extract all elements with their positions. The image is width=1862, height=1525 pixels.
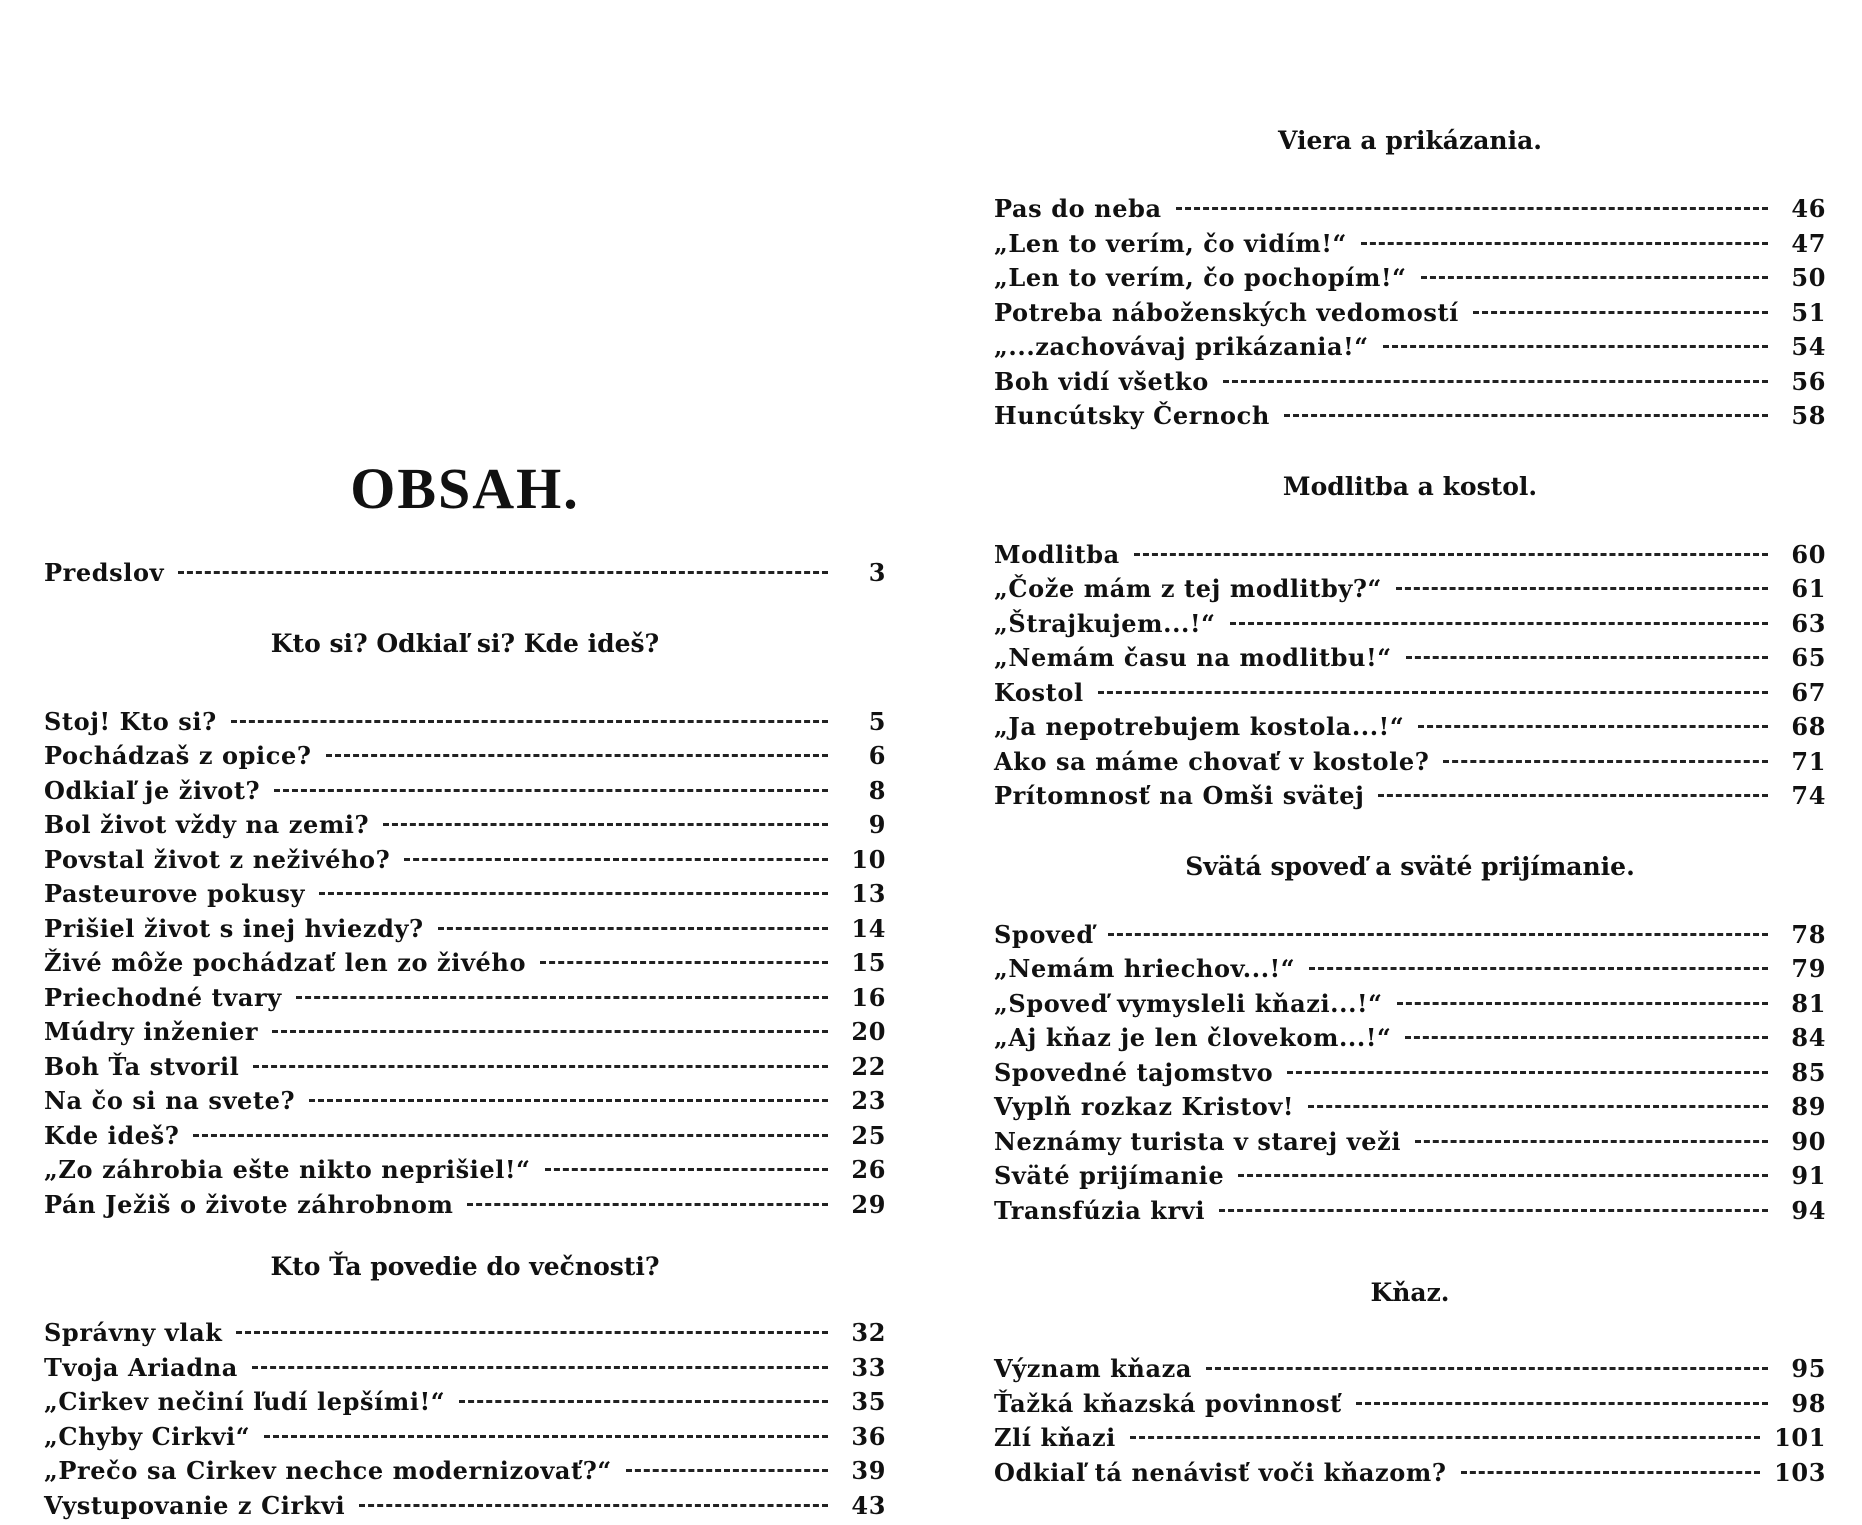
entry-label: Pán Ježiš o živote záhrobnom [44,1190,453,1219]
dash-leader [383,823,828,826]
toc-list [994,920,1826,1231]
dash-leader [253,1065,828,1068]
entry-label: Tvoja Ariadna [44,1353,238,1382]
dash-leader [1361,242,1768,245]
dash-leader [1356,1402,1768,1405]
entry-label: Múdry inženier [44,1017,258,1046]
entry-label: Vystupovanie z Cirkvi [44,1491,345,1520]
entry-page-number: 9 [842,810,886,839]
toc-entry [994,1161,1826,1196]
dash-leader [467,1203,828,1206]
entry-page-number: 89 [1782,1092,1826,1121]
toc-entry [44,948,886,983]
entry-page-number: 103 [1774,1458,1826,1487]
dash-leader [326,754,829,757]
entry-label: Na čo si na svete? [44,1086,295,1115]
entry-page-number: 91 [1782,1161,1826,1190]
entry-label: „Spoveď vymysleli kňazi...!“ [994,989,1383,1018]
entry-label: Potreba náboženských vedomostí [994,298,1459,327]
toc-entry [44,810,886,845]
entry-label: Kostol [994,678,1084,707]
dash-leader [1108,933,1768,936]
entry-label: Boh vidí všetko [994,367,1209,396]
toc-entry [994,332,1826,367]
entry-label: Huncútsky Černoch [994,401,1270,430]
toc-entry [44,879,886,914]
toc-entry [994,954,1826,989]
dash-leader [272,1030,828,1033]
toc-entry [44,776,886,811]
dash-leader [274,789,828,792]
entry-page-number: 67 [1782,678,1826,707]
entry-label: „Zo záhrobia ešte nikto neprišiel!“ [44,1155,531,1184]
entry-label: Spovedné tajomstvo [994,1058,1273,1087]
entry-page-number: 29 [842,1190,886,1219]
dash-leader [1219,1209,1768,1212]
toc-entry [994,712,1826,747]
dash-leader [319,892,828,895]
contents-title: OBSAH. [44,460,886,518]
dash-leader [1405,1036,1768,1039]
entry-page-number: 78 [1782,920,1826,949]
entry-page-number: 32 [842,1318,886,1347]
entry-label: Prítomnosť na Omši svätej [994,781,1364,810]
dash-leader [309,1099,828,1102]
entry-page-number: 56 [1782,367,1826,396]
dash-leader [296,996,828,999]
entry-label: Spoveď [994,920,1094,949]
dash-leader [1378,794,1768,797]
section-heading: Kňaz. [994,1276,1826,1310]
toc-entry [994,401,1826,436]
dash-leader [1287,1071,1768,1074]
dash-leader [1176,207,1768,210]
dash-leader [1406,656,1768,659]
entry-page-number: 39 [842,1456,886,1485]
entry-page-number: 65 [1782,643,1826,672]
toc-entry [994,1058,1826,1093]
entry-page-number: 47 [1782,229,1826,258]
toc-entry [994,229,1826,264]
toc-list [994,540,1826,816]
toc-entry [994,678,1826,713]
dash-leader [1223,380,1768,383]
entry-page-number: 60 [1782,540,1826,569]
dash-leader [1284,414,1768,417]
entry-page-number: 43 [842,1491,886,1520]
dash-leader [1461,1471,1761,1474]
entry-label: Stoj! Kto si? [44,707,217,736]
entry-page-number: 81 [1782,989,1826,1018]
entry-page-number: 61 [1782,574,1826,603]
toc-entry [44,1387,886,1422]
entry-page-number: 50 [1782,263,1826,292]
entry-label: Živé môže pochádzať len zo živého [44,948,526,977]
dash-leader [1421,276,1768,279]
entry-page-number: 71 [1782,747,1826,776]
entry-page-number: 94 [1782,1196,1826,1225]
dash-leader [1396,587,1768,590]
entry-label: Priechodné tvary [44,983,282,1012]
entry-page-number: 98 [1782,1389,1826,1418]
toc-entry [44,1086,886,1121]
entry-page-number: 5 [842,707,886,736]
toc-entry [994,747,1826,782]
entry-page-number: 14 [842,914,886,943]
toc-entry [44,1353,886,1388]
entry-label: Správny vlak [44,1318,222,1347]
dash-leader [359,1504,828,1507]
toc-entry [44,1318,886,1353]
right-page [994,124,1826,1492]
dash-leader [1415,1140,1768,1143]
toc-entry [44,707,886,742]
toc-entry [44,845,886,880]
dash-leader [1418,725,1768,728]
dash-leader [404,858,828,861]
toc-entry [994,1127,1826,1162]
entry-label: Bol život vždy na zemi? [44,810,369,839]
entry-label: Pochádzaš z opice? [44,741,312,770]
entry-page-number: 79 [1782,954,1826,983]
entry-label: „...zachovávaj prikázania!“ [994,332,1369,361]
dash-leader [1308,1105,1768,1108]
toc-entry [994,920,1826,955]
entry-label: Predslov [44,558,164,587]
toc-entry [994,263,1826,298]
entry-label: „Ja nepotrebujem kostola...!“ [994,712,1404,741]
dash-leader [178,571,828,574]
entry-label: „Štrajkujem...!“ [994,609,1216,638]
dash-leader [236,1331,828,1334]
dash-leader [1098,691,1768,694]
entry-label: Kde ideš? [44,1121,179,1150]
entry-label: Odkiaľ tá nenávisť voči kňazom? [994,1458,1447,1487]
dash-leader [1309,967,1768,970]
entry-page-number: 74 [1782,781,1826,810]
toc-entry-predslov [44,558,886,593]
entry-page-number: 25 [842,1121,886,1150]
entry-page-number: 8 [842,776,886,805]
entry-label: Odkiaľ je život? [44,776,260,805]
entry-page-number: 63 [1782,609,1826,638]
toc-entry [44,1456,886,1491]
dash-leader [193,1134,828,1137]
entry-label: „Aj kňaz je len človekom...!“ [994,1023,1391,1052]
toc-entry [44,983,886,1018]
toc-entry [994,1196,1826,1231]
dash-leader [1443,760,1768,763]
dash-leader [459,1400,828,1403]
entry-page-number: 85 [1782,1058,1826,1087]
entry-label: „Len to verím, čo vidím!“ [994,229,1347,258]
entry-label: Význam kňaza [994,1354,1192,1383]
entry-label: Pas do neba [994,194,1162,223]
section-heading: Svätá spoveď a sväté prijímanie. [994,850,1826,884]
entry-page-number: 22 [842,1052,886,1081]
toc-entry [994,1023,1826,1058]
entry-label: Prišiel život s inej hviezdy? [44,914,424,943]
dash-leader [545,1168,828,1171]
dash-leader [1473,311,1768,314]
toc-entry [44,1190,886,1225]
entry-page-number: 54 [1782,332,1826,361]
entry-page-number: 6 [842,741,886,770]
toc-entry [44,914,886,949]
entry-page-number: 68 [1782,712,1826,741]
toc-entry [44,1017,886,1052]
toc-entry [994,1354,1826,1389]
entry-page-number: 23 [842,1086,886,1115]
entry-label: „Prečo sa Cirkev nechce modernizovať?“ [44,1456,612,1485]
section-heading: Modlitba a kostol. [994,470,1826,504]
toc-entry [994,643,1826,678]
entry-label: „Čože mám z tej modlitby?“ [994,574,1382,603]
entry-label: Modlitba [994,540,1120,569]
entry-page-number: 51 [1782,298,1826,327]
toc-entry [44,1422,886,1457]
entry-label: „Chyby Cirkvi“ [44,1422,250,1451]
entry-label: Boh Ťa stvoril [44,1052,239,1081]
toc-entry [994,1092,1826,1127]
toc-entry [994,1389,1826,1424]
entry-label: „Len to verím, čo pochopím!“ [994,263,1407,292]
toc-entry [994,1423,1826,1458]
entry-page-number: 58 [1782,401,1826,430]
dash-leader [626,1469,828,1472]
entry-label: „Cirkev nečiní ľudí lepšími!“ [44,1387,445,1416]
entry-label: Ťažká kňazská povinnosť [994,1389,1342,1418]
entry-page-number: 35 [842,1387,886,1416]
entry-label: Zlí kňazi [994,1423,1116,1452]
section-heading: Kto si? Odkiaľ si? Kde ideš? [44,627,886,661]
dash-leader [1238,1174,1768,1177]
entry-page-number: 33 [842,1353,886,1382]
left-page [44,460,886,1525]
entry-page-number: 84 [1782,1023,1826,1052]
entry-page-number: 20 [842,1017,886,1046]
entry-label: Povstal život z neživého? [44,845,390,874]
toc-entry [44,1155,886,1190]
toc-entry [994,1458,1826,1493]
toc-entry [44,1491,886,1525]
dash-leader [1230,622,1768,625]
dash-leader [264,1435,828,1438]
dash-leader [1134,553,1768,556]
dash-leader [1397,1002,1768,1005]
toc-entry [994,298,1826,333]
entry-label: Ako sa máme chovať v kostole? [994,747,1429,776]
entry-page-number: 15 [842,948,886,977]
toc-entry [994,367,1826,402]
entry-page-number: 13 [842,879,886,908]
dash-leader [231,720,828,723]
entry-page-number: 3 [842,558,886,587]
toc-entry [994,781,1826,816]
dash-leader [1130,1436,1760,1439]
toc-entry [44,741,886,776]
dash-leader [1383,345,1768,348]
section-heading: Kto Ťa povedie do večnosti? [44,1250,886,1284]
entry-label: Neznámy turista v starej veži [994,1127,1401,1156]
entry-label: Sväté prijímanie [994,1161,1224,1190]
toc-list [44,1318,886,1525]
toc-entry [994,540,1826,575]
entry-page-number: 46 [1782,194,1826,223]
toc-entry [994,989,1826,1024]
toc-entry [44,1052,886,1087]
dash-leader [1206,1367,1768,1370]
toc-list [44,707,886,1225]
entry-label: „Nemám hriechov...!“ [994,954,1295,983]
entry-page-number: 36 [842,1422,886,1451]
dash-leader [438,927,828,930]
dash-leader [540,961,828,964]
entry-label: Vyplň rozkaz Kristov! [994,1092,1294,1121]
toc-entry [994,574,1826,609]
entry-page-number: 10 [842,845,886,874]
toc-entry [994,609,1826,644]
entry-page-number: 101 [1774,1423,1826,1452]
entry-page-number: 16 [842,983,886,1012]
entry-label: Pasteurove pokusy [44,879,305,908]
toc-entry [44,1121,886,1156]
entry-page-number: 26 [842,1155,886,1184]
entry-page-number: 90 [1782,1127,1826,1156]
toc-list [994,1354,1826,1492]
section-heading: Viera a prikázania. [994,124,1826,158]
entry-label: „Nemám času na modlitbu!“ [994,643,1392,672]
entry-page-number: 95 [1782,1354,1826,1383]
toc-list [994,194,1826,436]
dash-leader [252,1366,828,1369]
toc-entry [994,194,1826,229]
entry-label: Transfúzia krvi [994,1196,1205,1225]
